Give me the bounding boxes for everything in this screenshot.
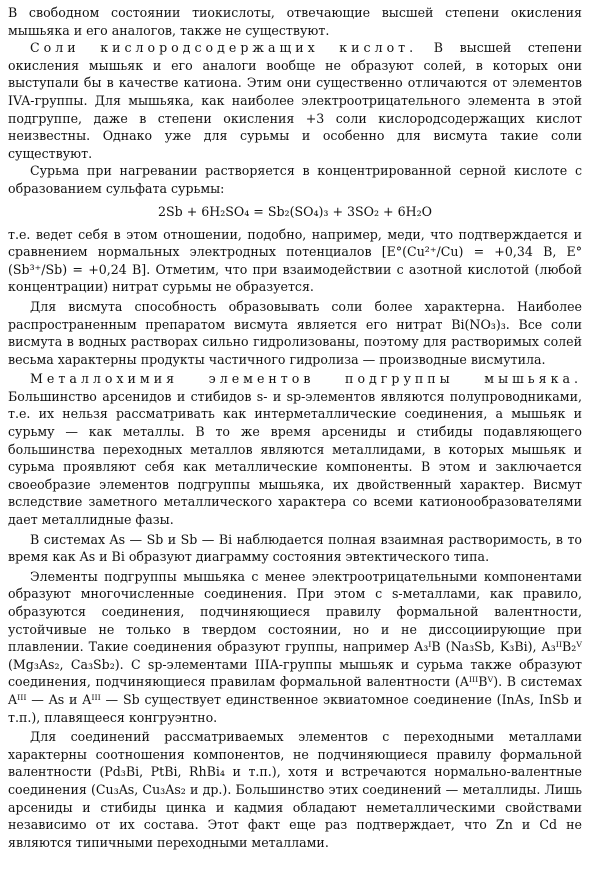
section-heading-metallochemistry: Металлохимия элементов подгруппы мышьяка.: [30, 371, 582, 387]
paragraph-oxy-acid-salts-text: В высшей степени окисления мышьяк и его аналоги вообще не образуют солей, в которых они выступали бы в качестве катиона. Этим они существенно отличаются от элементов IVA-группы. Для мышьяка, как наиболее электроотрицательного элемента в этой подгруппе, даже в степени окисления +3 соли кислородсодержащих кислот неизвестны. Однако уже для сурьмы и особенно для висмута такие соли существуют.: [8, 40, 582, 161]
paragraph-electrode-potentials: т.е. ведет себя в этом отношении, подобно, например, меди, что подтверждается и сравнением нормальных электродных потенциалов [E°(Cu²⁺/Cu) = +0,34 В, E°(Sb³⁺/Sb) = +0,24 В]. Отметим, что при взаимодействии с азотной кислотой (любой концентрации) нитрат сурьмы не образуется.: [8, 226, 582, 295]
paragraph-thioacids: В свободном состоянии тиокислоты, отвечающие высшей степени окисления мышьяка и его аналогов, также не существуют.: [8, 5, 582, 38]
paragraph-bismuth-salts: Для висмута способность образовывать соли более характерна. Наиболее распространенным препаратом висмута является его нитрат Bi(NO₃)₃. Все соли висмута в водных растворах сильно гидролизованы, поэтому для растворимых солей весьма характерны продукты частичного гидролиза — производные висмутила.: [8, 298, 582, 367]
paragraph-metallochemistry: [8, 370, 582, 528]
paragraph-mutual-solubility: В системах As — Sb и Sb — Bi наблюдается полная взаимная растворимость, в то время как As и Bi образуют диаграмму состояния эвтектического типа.: [8, 531, 582, 565]
paragraph-oxy-acid-salts: [8, 39, 582, 162]
paragraph-transition-metals: Для соединений рассматриваемых элементов с переходными металлами характерны соотношения компонентов, не подчиняющиеся правилу формальной валентности (Pd₃Bi, PtBi, RhBi₄ и т.п.), хотя и встречаются нормально-валентные соединения (Cu₃As, Cu₃As₂ и др.). Большинство этих соединений — металлиды. Лишь арсениды и стибиды цинка и кадмия обладают неметаллическими свойствами независимо от их состава. Этот факт еще раз подтверждает, что Zn и Cd не являются типичными переходными металлами.: [8, 729, 582, 850]
equation-antimony-sulfate: 2Sb + 6H₂SO₄ = Sb₂(SO₄)₃ + 3SO₂ + 6H₂O: [158, 203, 432, 219]
paragraph-antimony-dissolution: Сурьма при нагревании растворяется в концентрированной серной кислоте с образованием сульфата сурьмы:: [8, 163, 582, 196]
paragraph-compounds-formal-valence: Элементы подгруппы мышьяка с менее электроотрицательными компонентами образуют многочисленные соединения. При этом с s-металлами, как правило, образуются соединения, подчиняющиеся правилу формальной валентности, устойчивые не только в твердом состоянии, но и не диссоциирующие при плавлении. Такие соединения образуют группы, например A₃ᴵB (Na₃Sb, K₃Bi), A₃ᴵᴵB₂ⱽ (Mg₃As₂, Ca₃Sb₂). С sp-элементами IIIA-группы мышьяк и сурьма также образуют соединения, подчиняющиеся правилам формальной валентности (AᴵᴵᴵBⱽ). В системах Aᴵᴵᴵ — As и Aᴵᴵᴵ — Sb существует единственное эквиатомное соединение (InAs, InSb и т.п.), плавящееся конгруэнтно.: [8, 568, 582, 725]
paragraph-metallochemistry-text: Большинство арсенидов и стибидов s- и sp-элементов являются полупроводниками, т.е. их нельзя рассматривать как интерметаллические соединения, а мышьяк и сурьму — как металлы. В то же время арсениды и стибиды подавляющего большинства переходных металлов являются металлидами, в которых мышьяк и сурьма проявляют себя как металлические компоненты. В этом и заключается своеобразие элементов подгруппы мышьяка, их двойственный характер. Висмут вследствие заметного металлического характера со всеми катионообразователями дает металлидные фазы.: [8, 388, 582, 528]
section-heading-oxy-acid-salts: Соли кислородсодержащих кислот.: [30, 40, 418, 56]
